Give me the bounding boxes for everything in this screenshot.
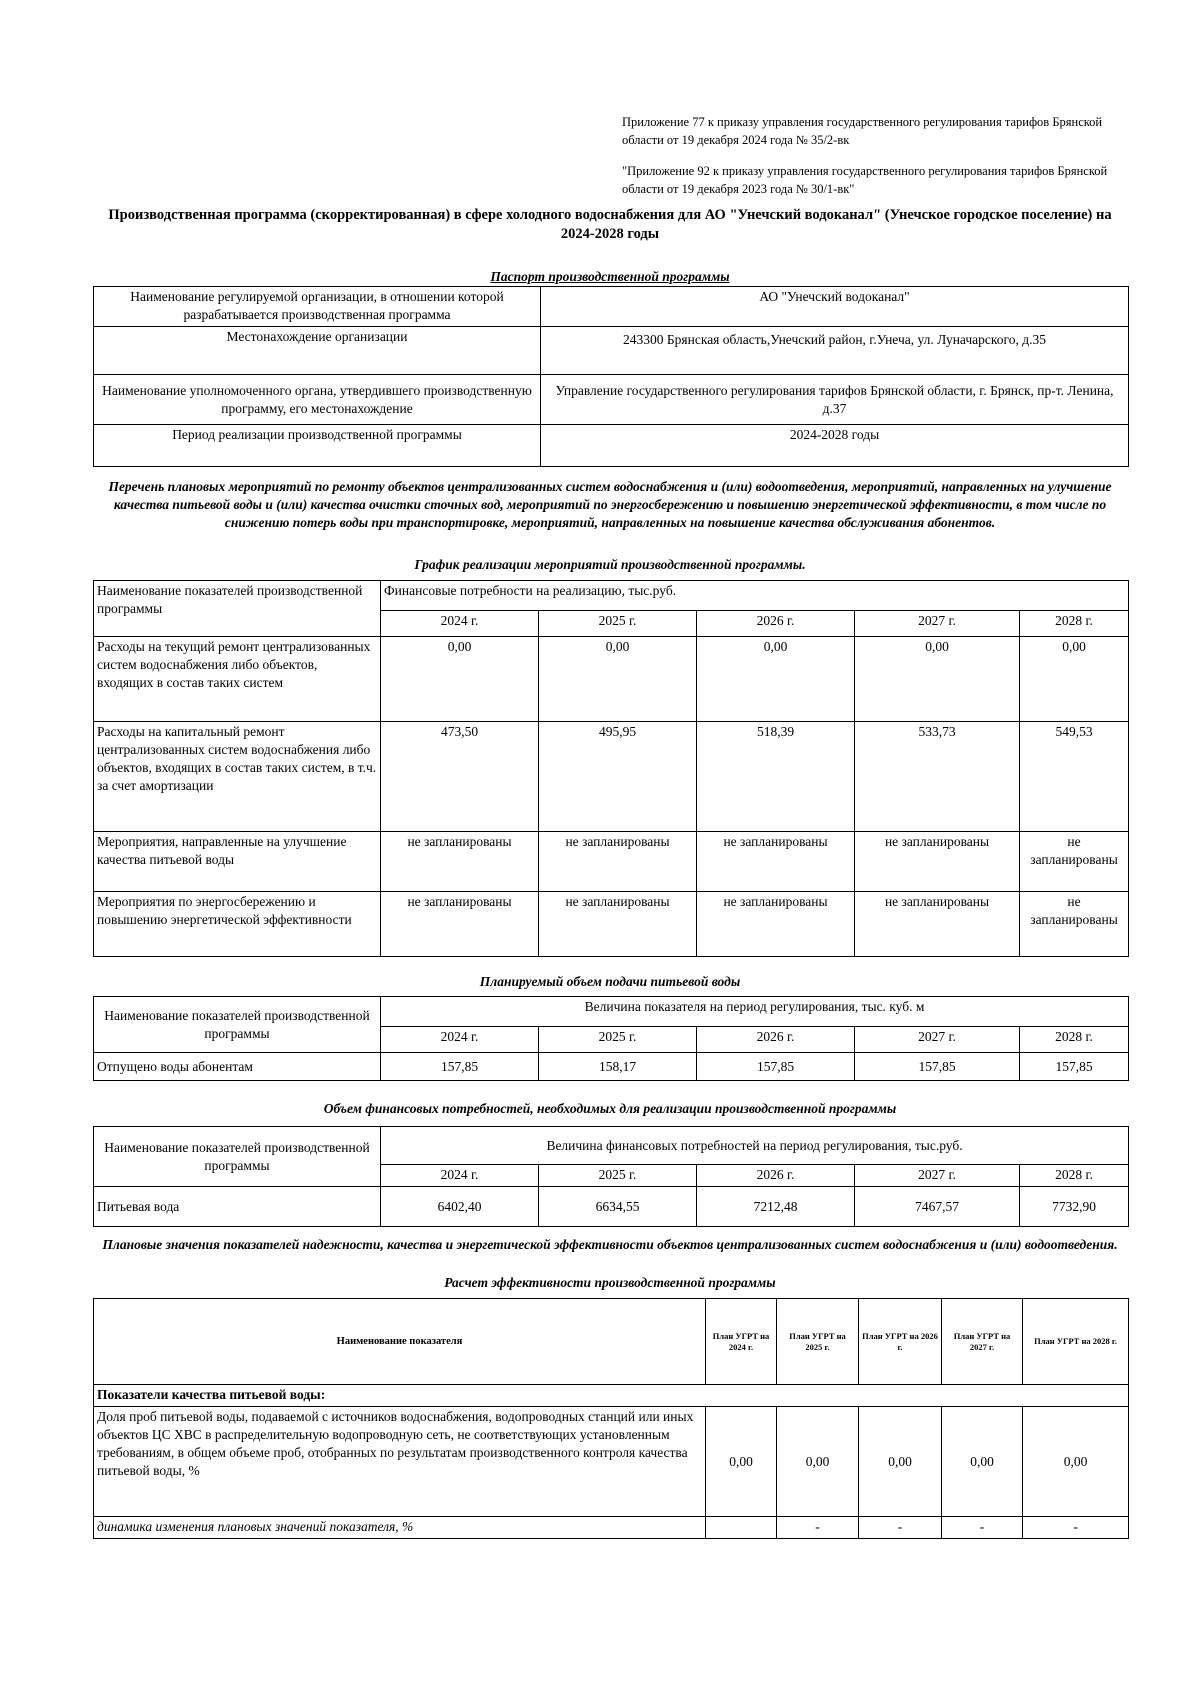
row-label: динамика изменения плановых значений показателя, % — [94, 1517, 706, 1539]
year-header: 2025 г. — [539, 1027, 697, 1053]
table-row — [94, 581, 1129, 611]
year-header: 2025 г. — [539, 1165, 697, 1187]
indicators-subheading: Расчет эффективности производственной программы — [444, 1275, 776, 1290]
plan-header: План УГРТ на 2026 г. — [859, 1299, 942, 1385]
cell-value: 6634,55 — [539, 1187, 697, 1227]
passport-label: Местонахождение организации — [94, 327, 541, 375]
cell-value: не запланированы — [1020, 832, 1129, 892]
table-row — [94, 832, 1129, 892]
plan-header: План УГРТ на 2028 г. — [1023, 1299, 1129, 1385]
group-header: Величина финансовых потребностей на период регулирования, тыс.руб. — [381, 1127, 1129, 1165]
column-header: Наименование показателей производственной программы — [94, 1127, 381, 1187]
cell-value: 7732,90 — [1020, 1187, 1129, 1227]
finance-heading: Объем финансовых потребностей, необходимых для реализации производственной программы — [323, 1101, 897, 1116]
passport-heading: Паспорт производственной программы — [490, 269, 730, 284]
row-label: Мероприятия, направленные на улучшение качества питьевой воды — [94, 832, 381, 892]
table-row — [94, 1385, 1129, 1407]
cell-value: не запланированы — [539, 892, 697, 957]
cell-value: 473,50 — [381, 722, 539, 832]
cell-value: 157,85 — [697, 1053, 855, 1081]
column-header: Наименование показателей производственной программы — [94, 997, 381, 1053]
cell-value: - — [1023, 1517, 1129, 1539]
row-label: Мероприятия по энергосбережению и повышению энергетической эффективности — [94, 892, 381, 957]
table-row — [94, 1407, 1129, 1517]
year-header: 2028 г. — [1020, 611, 1129, 637]
table-row — [94, 1127, 1129, 1165]
measures-subheading: График реализации мероприятий производственной программы. — [414, 557, 806, 572]
passport-label: Наименование уполномоченного органа, утвердившего производственную программу, его местонахождение — [94, 375, 541, 425]
volume-heading: Планируемый объем подачи питьевой воды — [479, 974, 741, 989]
indicators-heading: Плановые значения показателей надежности, качества и энергетической эффективности объектов централизованных систем водоснабжения и (или) водоотведения. — [102, 1237, 1118, 1252]
cell-value: - — [859, 1517, 942, 1539]
finance-table — [93, 1126, 1129, 1227]
page-title: Производственная программа (скорректированная) в сфере холодного водоснабжения для АО "Унечский водоканал" (Унечское городское поселение) на 2024-2028 годы — [108, 207, 1112, 242]
passport-table — [93, 286, 1129, 467]
cell-value: 0,00 — [859, 1407, 942, 1517]
row-label: Расходы на текущий ремонт централизованных систем водоснабжения либо объектов, входящих в состав таких систем — [94, 637, 381, 722]
cell-value: 157,85 — [855, 1053, 1020, 1081]
cell-value: - — [942, 1517, 1023, 1539]
row-label: Расходы на капитальный ремонт централизованных систем водоснабжения либо объектов, входящих в состав таких систем, в т.ч. за счет амортизации — [94, 722, 381, 832]
table-row — [94, 722, 1129, 832]
year-header: 2028 г. — [1020, 1027, 1129, 1053]
year-header: 2027 г. — [855, 1165, 1020, 1187]
table-row — [94, 1187, 1129, 1227]
passport-value: Управление государственного регулирования тарифов Брянской области, г. Брянск, пр-т. Ленина, д.37 — [541, 375, 1129, 425]
measures-table — [93, 580, 1129, 957]
cell-value: 7212,48 — [697, 1187, 855, 1227]
passport-label: Период реализации производственной программы — [94, 425, 541, 467]
cell-value: 0,00 — [855, 637, 1020, 722]
table-row — [94, 287, 1129, 327]
cell-value: не запланированы — [539, 832, 697, 892]
cell-value: 7467,57 — [855, 1187, 1020, 1227]
cell-value: 0,00 — [697, 637, 855, 722]
cell-value: не запланированы — [855, 892, 1020, 957]
year-header: 2028 г. — [1020, 1165, 1129, 1187]
cell-value: 0,00 — [1023, 1407, 1129, 1517]
cell-value: 0,00 — [706, 1407, 777, 1517]
cell-value: 0,00 — [381, 637, 539, 722]
cell-value: 0,00 — [539, 637, 697, 722]
cell-value: не запланированы — [697, 832, 855, 892]
group-row: Показатели качества питьевой воды: — [94, 1385, 1129, 1407]
table-row — [94, 997, 1129, 1027]
appendix-note-2023: "Приложение 92 к приказу управления государственного регулирования тарифов Брянской области от 19 декабря 2023 года № 30/1-вк" — [622, 164, 1108, 196]
cell-value: 533,73 — [855, 722, 1020, 832]
row-label: Отпущено воды абонентам — [94, 1053, 381, 1081]
cell-value: 157,85 — [1020, 1053, 1129, 1081]
cell-value: 0,00 — [777, 1407, 859, 1517]
year-header: 2026 г. — [697, 611, 855, 637]
cell-value: 518,39 — [697, 722, 855, 832]
year-header: 2026 г. — [697, 1165, 855, 1187]
row-label: Доля проб питьевой воды, подаваемой с источников водоснабжения, водопроводных станций или иных объектов ЦС ХВС в распределительную водопроводную сеть, не соответствующих установленным требованиям, в общем объеме проб, отобранных по результатам производственного контроля качества питьевой воды, % — [94, 1407, 706, 1517]
cell-value: 158,17 — [539, 1053, 697, 1081]
passport-label: Наименование регулируемой организации, в отношении которой разрабатывается производственная программа — [94, 287, 541, 327]
appendix-note-2024: Приложение 77 к приказу управления государственного регулирования тарифов Брянской области от 19 декабря 2024 года № 35/2-вк — [622, 115, 1103, 147]
plan-header: План УГРТ на 2025 г. — [777, 1299, 859, 1385]
year-header: 2024 г. — [381, 1165, 539, 1187]
year-header: 2027 г. — [855, 1027, 1020, 1053]
plan-header: План УГРТ на 2024 г. — [706, 1299, 777, 1385]
cell-value: 549,53 — [1020, 722, 1129, 832]
passport-value: 2024-2028 годы — [541, 425, 1129, 467]
cell-value: 0,00 — [942, 1407, 1023, 1517]
plan-header: План УГРТ на 2027 г. — [942, 1299, 1023, 1385]
cell-value: 6402,40 — [381, 1187, 539, 1227]
group-header: Величина показателя на период регулирования, тыс. куб. м — [381, 997, 1129, 1027]
group-header: Финансовые потребности на реализацию, тыс.руб. — [381, 581, 1129, 611]
table-row — [94, 1299, 1129, 1385]
measures-heading: Перечень плановых мероприятий по ремонту объектов централизованных систем водоснабжения и (или) водоотведения, мероприятий, направленных на улучшение качества питьевой воды и (или) качества очистки сточных вод, мероприятий по энергосбережению и повышению энергетической эффективности, в том числе по снижению потерь воды при транспортировке, мероприятий, направленных на повышение качества обслуживания абонентов. — [108, 479, 1112, 530]
table-row — [94, 1053, 1129, 1081]
row-label: Питьевая вода — [94, 1187, 381, 1227]
year-header: 2026 г. — [697, 1027, 855, 1053]
year-header: 2024 г. — [381, 611, 539, 637]
cell-value: не запланированы — [697, 892, 855, 957]
table-row — [94, 327, 1129, 375]
indicators-table — [93, 1298, 1129, 1539]
year-header: 2024 г. — [381, 1027, 539, 1053]
year-header: 2027 г. — [855, 611, 1020, 637]
table-row — [94, 425, 1129, 467]
cell-value: не запланированы — [855, 832, 1020, 892]
table-row — [94, 375, 1129, 425]
volume-table — [93, 996, 1129, 1081]
cell-value: не запланированы — [1020, 892, 1129, 957]
column-header: Наименование показателя — [94, 1299, 706, 1385]
cell-value: 0,00 — [1020, 637, 1129, 722]
table-row — [94, 1517, 1129, 1539]
cell-value — [706, 1517, 777, 1539]
cell-value: не запланированы — [381, 892, 539, 957]
passport-value: АО "Унечский водоканал" — [541, 287, 1129, 327]
table-row — [94, 892, 1129, 957]
cell-value: - — [777, 1517, 859, 1539]
column-header: Наименование показателей производственной программы — [94, 581, 381, 637]
passport-value: 243300 Брянская область,Унечский район, г.Унеча, ул. Луначарского, д.35 — [541, 327, 1129, 375]
cell-value: 495,95 — [539, 722, 697, 832]
table-row — [94, 637, 1129, 722]
year-header: 2025 г. — [539, 611, 697, 637]
cell-value: не запланированы — [381, 832, 539, 892]
cell-value: 157,85 — [381, 1053, 539, 1081]
